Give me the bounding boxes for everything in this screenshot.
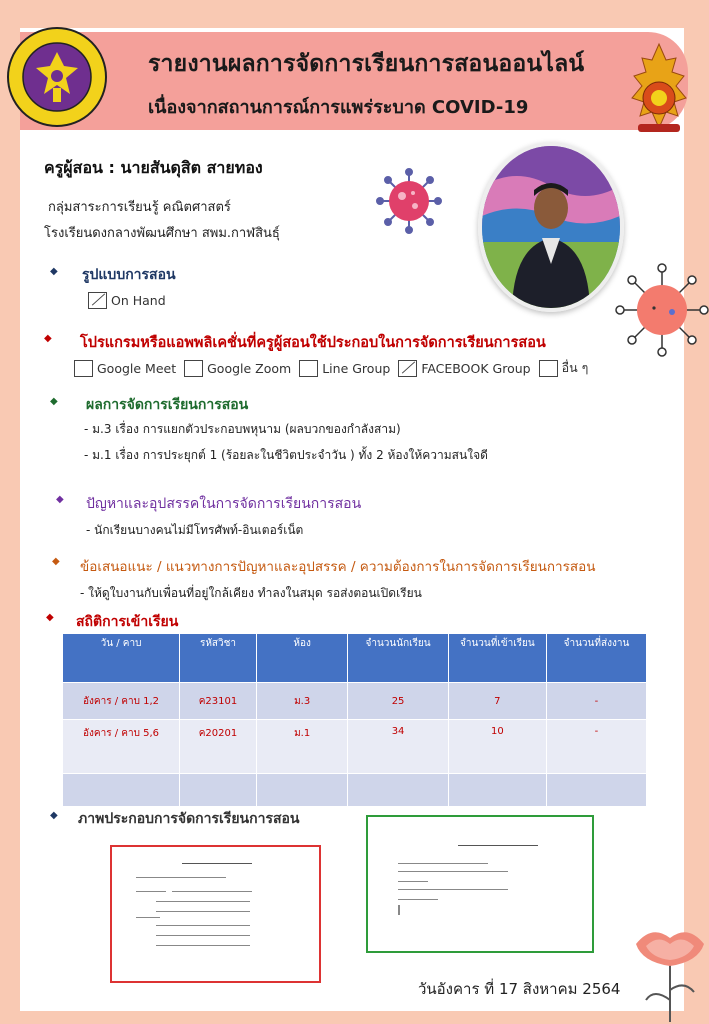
report-date: วันอังคาร ที่ 17 สิงหาคม 2564 bbox=[418, 980, 621, 998]
section-bullet: ◆ bbox=[56, 494, 64, 505]
table-cell: อังคาร / คาบ 1,2 bbox=[63, 683, 179, 719]
table-header: รหัสวิชา bbox=[180, 634, 256, 682]
result-item: - ม.1 เรื่อง การประยุกต์ 1 (ร้อยละในชีวิตประจำวัน ) ทั้ง 2 ห้องให้ความสนใจดี bbox=[84, 448, 488, 462]
problems-heading: ปัญหาและอุปสรรคในการจัดการเรียนการสอน bbox=[86, 496, 362, 512]
flower-icon bbox=[632, 918, 708, 1022]
table-cell: 34 bbox=[348, 720, 447, 773]
table-cell bbox=[63, 774, 179, 806]
table-header-row bbox=[63, 634, 646, 682]
checkbox-checked-icon bbox=[88, 292, 107, 309]
program-option bbox=[398, 358, 530, 378]
table-cell bbox=[180, 774, 256, 806]
result-item: - ม.3 เรื่อง การแยกตัวประกอบพหุนาม (ผลบวกของกำลังสาม) bbox=[84, 422, 401, 436]
table-header: วัน / คาบ bbox=[63, 634, 179, 682]
subject-group: กลุ่มสาระการเรียนรู้ คณิตศาสตร์ bbox=[48, 200, 231, 215]
virus-icon bbox=[376, 168, 442, 234]
table-cell: ค23101 bbox=[180, 683, 256, 719]
table-header: จำนวนที่เข้าเรียน bbox=[449, 634, 546, 682]
section-bullet: ◆ bbox=[50, 266, 58, 277]
report-subtitle: เนื่องจากสถานการณ์การแพร่ระบาด COVID-19 bbox=[148, 97, 529, 118]
checkbox-empty-icon bbox=[184, 360, 203, 377]
table-cell: 10 bbox=[449, 720, 546, 773]
option-label: Google Meet bbox=[97, 360, 177, 376]
images-heading: ภาพประกอบการจัดการเรียนการสอน bbox=[78, 811, 300, 827]
checkbox-empty-icon bbox=[299, 360, 318, 377]
worksheet-image bbox=[110, 845, 321, 983]
programs-heading: โปรแกรมหรือแอพพลิเคชั่นที่ครูผู้สอนใช้ประกอบในการจัดการเรียนการสอน bbox=[80, 335, 546, 351]
table-cell: 7 bbox=[449, 683, 546, 719]
table-cell: - bbox=[547, 720, 646, 773]
checkbox-empty-icon bbox=[539, 360, 558, 377]
table-cell: - bbox=[547, 683, 646, 719]
table-cell: ม.3 bbox=[257, 683, 347, 719]
option-label: อื่น ๆ bbox=[561, 360, 589, 375]
report-title: รายงานผลการจัดการเรียนการสอนออนไลน์ bbox=[148, 51, 585, 77]
checkbox-checked-icon bbox=[398, 360, 417, 377]
option-label: On Hand bbox=[111, 293, 166, 308]
table-header: จำนวนที่ส่งงาน bbox=[547, 634, 646, 682]
school-emblem-icon bbox=[6, 26, 108, 128]
school-name: โรงเรียนดงกลางพัฒนศึกษา สพม.กาฬสินธุ์ bbox=[44, 226, 280, 241]
option-label: Google Zoom bbox=[207, 360, 292, 376]
program-options bbox=[74, 358, 596, 378]
teacher-name: ครูผู้สอน : นายสันดุสิต สายทอง bbox=[44, 158, 263, 177]
section-bullet: ◆ bbox=[50, 810, 58, 821]
table-row bbox=[63, 683, 646, 719]
attendance-table bbox=[62, 633, 647, 807]
table-header: ห้อง bbox=[257, 634, 347, 682]
worksheet-image bbox=[366, 815, 594, 953]
teacher-photo bbox=[478, 142, 624, 312]
suggestions-heading: ข้อเสนอแนะ / แนวทางการปัญหาและอุปสรรค / ความต้องการในการจัดการเรียนการสอน bbox=[80, 559, 596, 575]
table-row bbox=[63, 774, 646, 806]
attendance-heading: สถิติการเข้าเรียน bbox=[76, 614, 179, 630]
checkbox-empty-icon bbox=[74, 360, 93, 377]
table-cell bbox=[257, 774, 347, 806]
table-header: จำนวนนักเรียน bbox=[348, 634, 447, 682]
table-row bbox=[63, 720, 646, 773]
table-cell bbox=[449, 774, 546, 806]
results-heading: ผลการจัดการเรียนการสอน bbox=[86, 397, 249, 413]
table-cell: ค20201 bbox=[180, 720, 256, 773]
section-bullet: ◆ bbox=[50, 396, 58, 407]
problem-item: - นักเรียนบางคนไม่มีโทรศัพท์-อินเตอร์เน็ต bbox=[86, 523, 304, 537]
section-bullet: ◆ bbox=[44, 333, 52, 344]
section-bullet: ◆ bbox=[52, 556, 60, 567]
format-heading: รูปแบบการสอน bbox=[82, 267, 176, 283]
suggestion-item: - ให้ดูใบงานกับเพื่อนที่อยู่ใกล้เคียง ทำลงในสมุด รอส่งตอนเปิดเรียน bbox=[80, 586, 422, 600]
program-option bbox=[539, 358, 589, 378]
table-cell bbox=[547, 774, 646, 806]
table-cell: ม.1 bbox=[257, 720, 347, 773]
on-hand-option bbox=[88, 292, 166, 309]
table-cell: 25 bbox=[348, 683, 447, 719]
program-option bbox=[74, 358, 176, 378]
option-label: Line Group bbox=[322, 360, 391, 376]
virus-icon bbox=[614, 262, 709, 358]
table-cell: อังคาร / คาบ 5,6 bbox=[63, 720, 179, 773]
ministry-emblem-icon bbox=[626, 42, 692, 136]
section-bullet: ◆ bbox=[46, 612, 54, 623]
option-label: FACEBOOK Group bbox=[421, 360, 531, 376]
program-option bbox=[299, 358, 390, 378]
table-cell bbox=[348, 774, 447, 806]
program-option bbox=[184, 358, 291, 378]
